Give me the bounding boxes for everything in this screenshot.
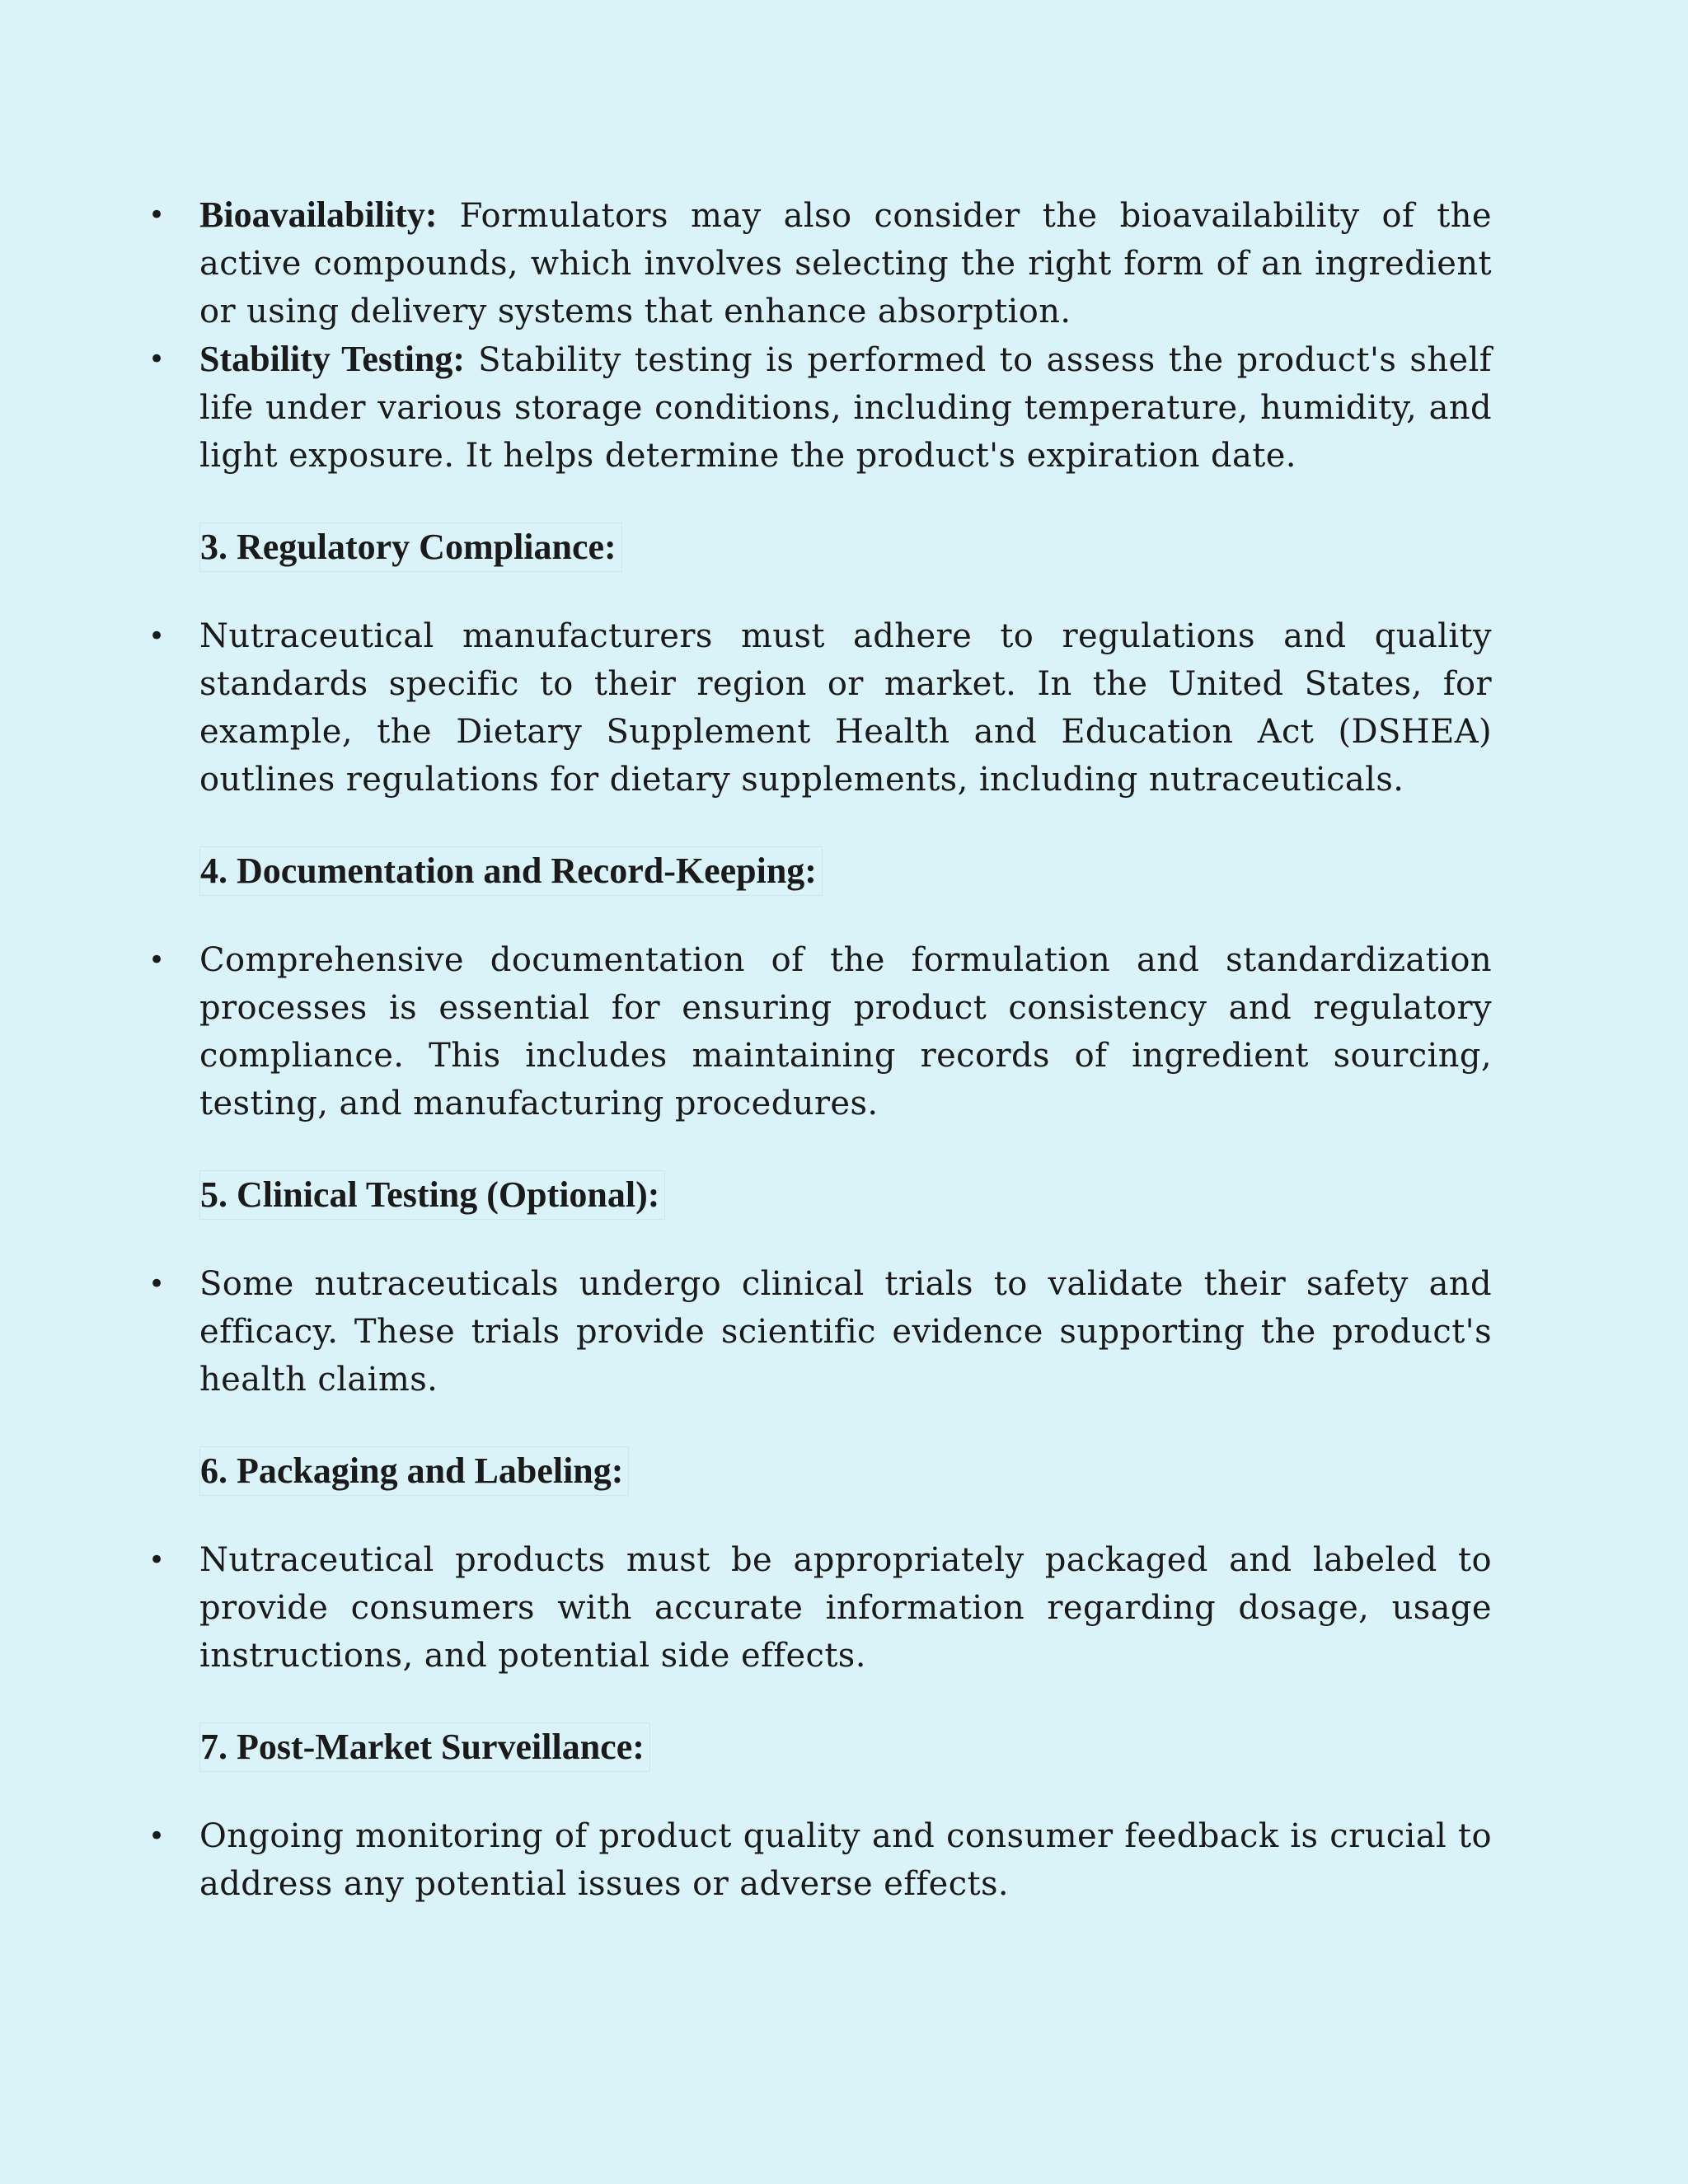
bullet-text: Formulators may also consider the bioavailability of the active compounds, which involves selecting the right form of an ingredient or using delivery systems that enhance absorption. — [199, 197, 1492, 330]
heading-text: 7. Post-Market Surveillance: — [199, 1722, 650, 1772]
bullet-text: Ongoing monitoring of product quality and consumer feedback is crucial to address any potential issues or adverse effects. — [199, 1817, 1492, 1903]
bullet-term: Stability Testing: — [199, 339, 466, 379]
bullet-term: Bioavailability: — [199, 194, 438, 235]
bullet-item-packaging — [148, 1536, 1492, 1680]
bullet-item-clinical-testing — [148, 1260, 1492, 1404]
heading-text: 5. Clinical Testing (Optional): — [199, 1170, 665, 1220]
heading-text: 3. Regulatory Compliance: — [199, 523, 622, 572]
bullet-text: Nutraceutical manufacturers must adhere to regulations and quality standards specific to their region or market. In the United States, for example, the Dietary Supplement Health and Education Act (DSHEA) outlines regulations for dietary supplements, including nutraceuticals. — [199, 617, 1492, 799]
bullet-text: Nutraceutical products must be appropriately packaged and labeled to provide consumers with accurate information regarding dosage, usage instructions, and potential side effects. — [199, 1541, 1492, 1675]
bullet-item-stability-testing — [148, 335, 1492, 480]
section-heading-post-market — [148, 1722, 1492, 1772]
section-heading-documentation — [148, 846, 1492, 896]
bullet-text: Stability testing is performed to assess the product's shelf life under various storage conditions, including temperature, humidity, and light exposure. It helps determine the product's expiration date. — [199, 341, 1492, 475]
section-heading-regulatory-compliance — [148, 523, 1492, 572]
heading-text: 6. Packaging and Labeling: — [199, 1446, 629, 1496]
bullet-text: Some nutraceuticals undergo clinical trials to validate their safety and efficacy. These trials provide scientific evidence supporting the product's health claims. — [199, 1265, 1492, 1399]
section-heading-packaging — [148, 1446, 1492, 1496]
bullet-text: Comprehensive documentation of the formulation and standardization processes is essential for ensuring product consistency and regulatory compliance. This includes maintaining records of ingredient sourcing, testing, and manufacturing procedures. — [199, 941, 1492, 1122]
bullet-item-documentation — [148, 936, 1492, 1127]
bullet-item-regulatory — [148, 612, 1492, 804]
heading-text: 4. Documentation and Record-Keeping: — [199, 846, 823, 896]
bullet-item-bioavailability — [148, 191, 1492, 335]
section-heading-clinical-testing — [148, 1170, 1492, 1220]
bullet-item-post-market — [148, 1812, 1492, 1908]
